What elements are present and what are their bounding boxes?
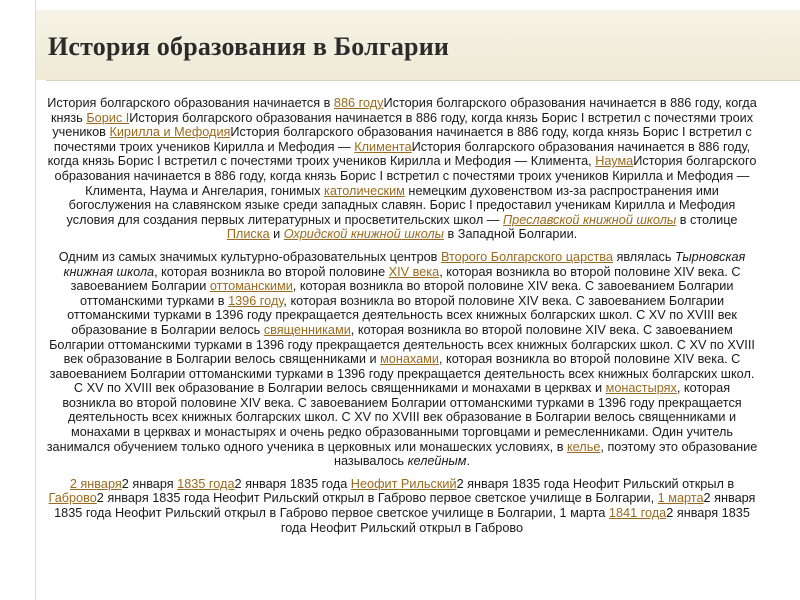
text-run: , которая возникла во второй половине: [154, 264, 389, 279]
text-run: в Западной Болгарии.: [444, 227, 578, 242]
left-border-line: [35, 0, 36, 600]
text-run: , которая возникла во второй половине XIV века. С завоеванием Болгарии оттоманскими турками в 1396 году прекращается деятельность всех книжных болгарских школ. С XV по XVIII век образование в Болгарии велось священниками и: [49, 322, 755, 367]
slide-title: История образования в Болгарии: [48, 32, 450, 61]
text-run: в столице: [676, 212, 738, 227]
paragraph-tarnovo-school: [46, 250, 758, 469]
slide-body: [46, 96, 758, 543]
link-naum[interactable]: Наума: [595, 154, 634, 169]
link-cell[interactable]: келье: [566, 439, 601, 454]
link-1835-year[interactable]: 1835 года: [177, 476, 235, 491]
link-preslav-school-label: Преславской книжной школы: [502, 212, 677, 227]
link-monasteries[interactable]: монастырях: [605, 381, 677, 396]
link-1-march[interactable]: 1 марта: [657, 491, 704, 506]
link-ohrid-school[interactable]: [284, 227, 444, 241]
link-886-year[interactable]: 886 году: [333, 96, 384, 110]
link-kliment[interactable]: Климента: [354, 139, 412, 154]
title-bar: [36, 10, 800, 80]
text-run: История болгарского образования начинается в 886 году, когда князь Борис I встретил с почестями троих учеников: [52, 110, 754, 140]
link-xiv-century[interactable]: XIV века: [388, 264, 440, 279]
text-run: являлась: [612, 249, 676, 264]
text-run: 2 января 1835 года Неофит Рильский открыл в: [456, 476, 735, 491]
link-boris-i[interactable]: Борис I: [86, 110, 130, 125]
link-monks[interactable]: монахами: [380, 352, 439, 367]
text-run: Одним из самых значимых культурно-образовательных центров: [58, 249, 441, 264]
text-run: 2 января: [121, 476, 178, 491]
link-ottomans[interactable]: оттоманскими: [209, 279, 293, 294]
link-pliska[interactable]: Плиска: [226, 227, 270, 242]
link-1841-year[interactable]: 1841 года: [608, 506, 667, 521]
text-run: , которая возникла во второй половине XIV века. С завоеванием Болгарии оттоманскими турками в 1396 году прекращается деятельность всех книжных болгарских школ. С XV по XVIII век образование в Болгарии велось священниками и монахами в церквах и: [49, 352, 755, 396]
link-priests[interactable]: священниками: [263, 322, 351, 337]
text-run: История болгарского образования начинается в 886 году, когда князь Борис I встретил с почестями троих учеников Кирилла и Мефодия — Климента, Наума и Ангелария, гонимых: [54, 154, 757, 198]
paragraph-neofit-rilski: [46, 477, 758, 535]
text-run: История болгарского образования начинается в 886 году, когда князь Борис I встретил с почестями троих учеников Кирилла и Мефодия — Климента,: [47, 139, 751, 169]
link-catholic[interactable]: католическим: [323, 183, 405, 198]
text-run: .: [466, 454, 471, 469]
link-2-january[interactable]: 2 января: [69, 476, 122, 491]
link-cyril-methodius[interactable]: Кирилла и Мефодия: [109, 125, 231, 140]
link-1396-year[interactable]: 1396 году: [228, 293, 284, 308]
text-run: , поэтому это образование называлось: [333, 439, 758, 469]
emphasis-tarnovo-school: Тырновская книжная школа: [63, 249, 746, 279]
text-run: , которая возникла во второй половине XIV века. С завоеванием Болгарии: [70, 264, 741, 294]
text-run: 2 января 1835 года Неофит Рильский открыл в Габрово первое светское училище в Болгарии,: [96, 491, 658, 506]
text-run: и: [269, 227, 284, 242]
link-second-bulgarian-empire[interactable]: Второго Болгарского царства: [440, 249, 613, 264]
text-run: , которая возникла во второй половине XIV века. С завоеванием Болгарии оттоманскими турками в: [79, 279, 734, 308]
title-divider: [46, 80, 800, 81]
text-run: История болгарского образования начинается в 886 году, когда князь Борис I встретил с почестями троих учеников Кирилла и Мефодия —: [53, 125, 752, 154]
link-ohrid-school-label: Охридской книжной школы: [283, 227, 444, 242]
emphasis-keleyno: келейным: [407, 454, 467, 469]
text-run: , которая возникла во второй половине XIV века. С завоеванием Болгарии оттоманскими турками в 1396 году прекращается деятельность всех книжных болгарских школ. С XV по XVIII век образование в Болгарии велось священниками и монахами в церквах и монастырях и очень редко образованными торговцами и ремесленниками. Один учитель занимался обучением только одного ученика в церковных или монашеских условиях, в: [46, 381, 742, 454]
text-run: немецким духовенством из-за распространения ими богослужения на славянском языке среди западных славян. Борис I предоставил ученикам Кирилла и Мефодия условия для создания первых литературных и просветительских школ —: [66, 183, 736, 227]
text-run: , которая возникла во второй половине XIV века. С завоеванием Болгарии оттоманскими турками в 1396 году прекращается деятельность всех книжных болгарских школ. С XV по XVIII век образование в Болгарии велось: [67, 293, 737, 337]
link-gabrovo[interactable]: Габрово: [48, 491, 97, 506]
link-neofit-rilski[interactable]: Неофит Рильский: [350, 476, 457, 491]
text-run: История болгарского образования начинается в 886 году, когда князь: [50, 96, 757, 125]
text-run: 2 января 1835 года Неофит Рильский открыл в Габрово: [280, 506, 750, 535]
text-run: 2 января 1835 года Неофит Рильский открыл в Габрово первое светское училище в Болгарии, 1 марта: [54, 491, 756, 521]
link-preslav-school[interactable]: [503, 213, 676, 227]
paragraph-history-intro: [46, 96, 758, 242]
text-run: 2 января 1835 года: [234, 476, 351, 491]
text-run: История болгарского образования начинается в: [47, 96, 334, 110]
